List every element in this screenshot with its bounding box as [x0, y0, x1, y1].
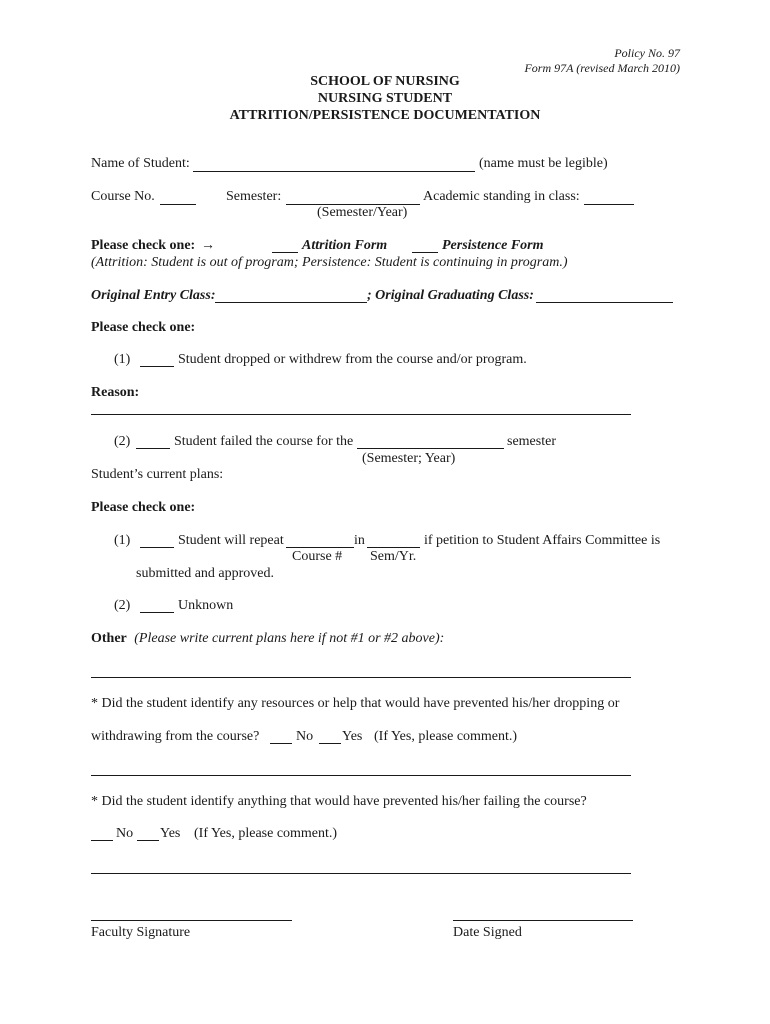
attrition-form-label: Attrition Form — [302, 238, 388, 253]
persistence-form-label: Persistence Form — [442, 238, 544, 253]
plan-2-text: Unknown — [178, 598, 234, 613]
q1-comment-note: (If Yes, please comment.) — [374, 729, 518, 744]
original-grad-field[interactable] — [536, 302, 673, 303]
q1-comment-field[interactable] — [91, 775, 631, 776]
plan-1-number: (1) — [114, 533, 131, 548]
q1-no-label: No — [296, 729, 314, 744]
option-2-text: Student failed the course for the — [174, 434, 354, 449]
question-1-line-2: withdrawing from the course? — [91, 729, 260, 744]
course-number-hint: Course # — [292, 549, 343, 564]
attrition-note: (Attrition: Student is out of program; Persistence: Student is continuing in program.) — [91, 255, 568, 270]
title-line-3: ATTRITION/PERSISTENCE DOCUMENTATION — [229, 108, 541, 123]
academic-standing-label: Academic standing in class: — [423, 189, 580, 204]
option-1-checkbox[interactable] — [140, 366, 174, 367]
option-1-number: (1) — [114, 352, 131, 367]
faculty-signature-field[interactable] — [91, 920, 292, 921]
name-note: (name must be legible) — [479, 156, 608, 171]
attrition-checkbox[interactable] — [272, 252, 298, 253]
failed-semester-field[interactable] — [357, 448, 504, 449]
q1-no-checkbox[interactable] — [270, 743, 292, 744]
course-field[interactable] — [160, 204, 196, 205]
repeat-course-field[interactable] — [286, 547, 354, 548]
faculty-signature-label: Faculty Signature — [91, 925, 191, 940]
name-label: Name of Student: — [91, 156, 190, 171]
course-label: Course No. — [91, 189, 155, 204]
plan-1-text: Student will repeat — [178, 533, 284, 548]
academic-standing-field[interactable] — [584, 204, 634, 205]
option-2-checkbox[interactable] — [136, 448, 170, 449]
original-entry-label: Original Entry Class: — [91, 288, 216, 303]
original-entry-field[interactable] — [215, 302, 367, 303]
q2-yes-label: Yes — [160, 826, 181, 841]
reason-field[interactable] — [91, 414, 631, 415]
option-1-text: Student dropped or withdrew from the course and/or program. — [178, 352, 527, 367]
semester-label: Semester: — [226, 189, 282, 204]
arrow-icon: → — [201, 238, 215, 253]
option-2-number: (2) — [114, 434, 131, 449]
name-field[interactable] — [193, 171, 475, 172]
check-one-label-3: Please check one: — [91, 500, 196, 515]
check-one-label-2: Please check one: — [91, 320, 196, 335]
title-line-1: SCHOOL OF NURSING — [310, 74, 460, 89]
q2-no-checkbox[interactable] — [91, 840, 113, 841]
title-line-2: NURSING STUDENT — [317, 91, 453, 106]
plan-2-number: (2) — [114, 598, 131, 613]
q2-comment-note: (If Yes, please comment.) — [194, 826, 338, 841]
option-2-suffix: semester — [507, 434, 556, 449]
semester-year-hint-2: (Semester; Year) — [362, 451, 456, 466]
plan-1-checkbox[interactable] — [140, 547, 174, 548]
other-row — [91, 631, 444, 647]
plan-1-in: in — [354, 533, 365, 548]
q2-comment-field[interactable] — [91, 873, 631, 874]
reason-label: Reason: — [91, 385, 140, 400]
form-revision: Form 97A (revised March 2010) — [524, 61, 680, 75]
plan-1-suffix: if petition to Student Affairs Committee is — [424, 533, 661, 548]
other-label: Other — [91, 631, 127, 646]
date-signed-label: Date Signed — [453, 925, 522, 940]
question-1-line-1: * Did the student identify any resources or help that would have prevented his/her dropping or — [91, 696, 620, 711]
q2-yes-checkbox[interactable] — [137, 840, 159, 841]
current-plans-label: Student’s current plans: — [91, 467, 224, 482]
q1-yes-checkbox[interactable] — [319, 743, 341, 744]
plan-2-checkbox[interactable] — [140, 612, 174, 613]
other-plans-field[interactable] — [91, 677, 631, 678]
date-signed-field[interactable] — [453, 920, 633, 921]
repeat-semester-field[interactable] — [367, 547, 420, 548]
question-2-line-1: * Did the student identify anything that would have prevented his/her failing the course? — [91, 794, 587, 809]
q2-no-label: No — [116, 826, 134, 841]
policy-number: Policy No. 97 — [614, 46, 680, 60]
sem-yr-hint: Sem/Yr. — [370, 549, 417, 564]
other-note: (Please write current plans here if not #1 or #2 above): — [134, 631, 445, 646]
q1-yes-label: Yes — [342, 729, 363, 744]
semester-year-hint: (Semester/Year) — [317, 205, 408, 220]
persistence-checkbox[interactable] — [412, 252, 438, 253]
check-one-label: Please check one: — [91, 238, 196, 253]
original-grad-label: ; Original Graduating Class: — [367, 288, 534, 303]
submitted-approved: submitted and approved. — [136, 566, 275, 581]
